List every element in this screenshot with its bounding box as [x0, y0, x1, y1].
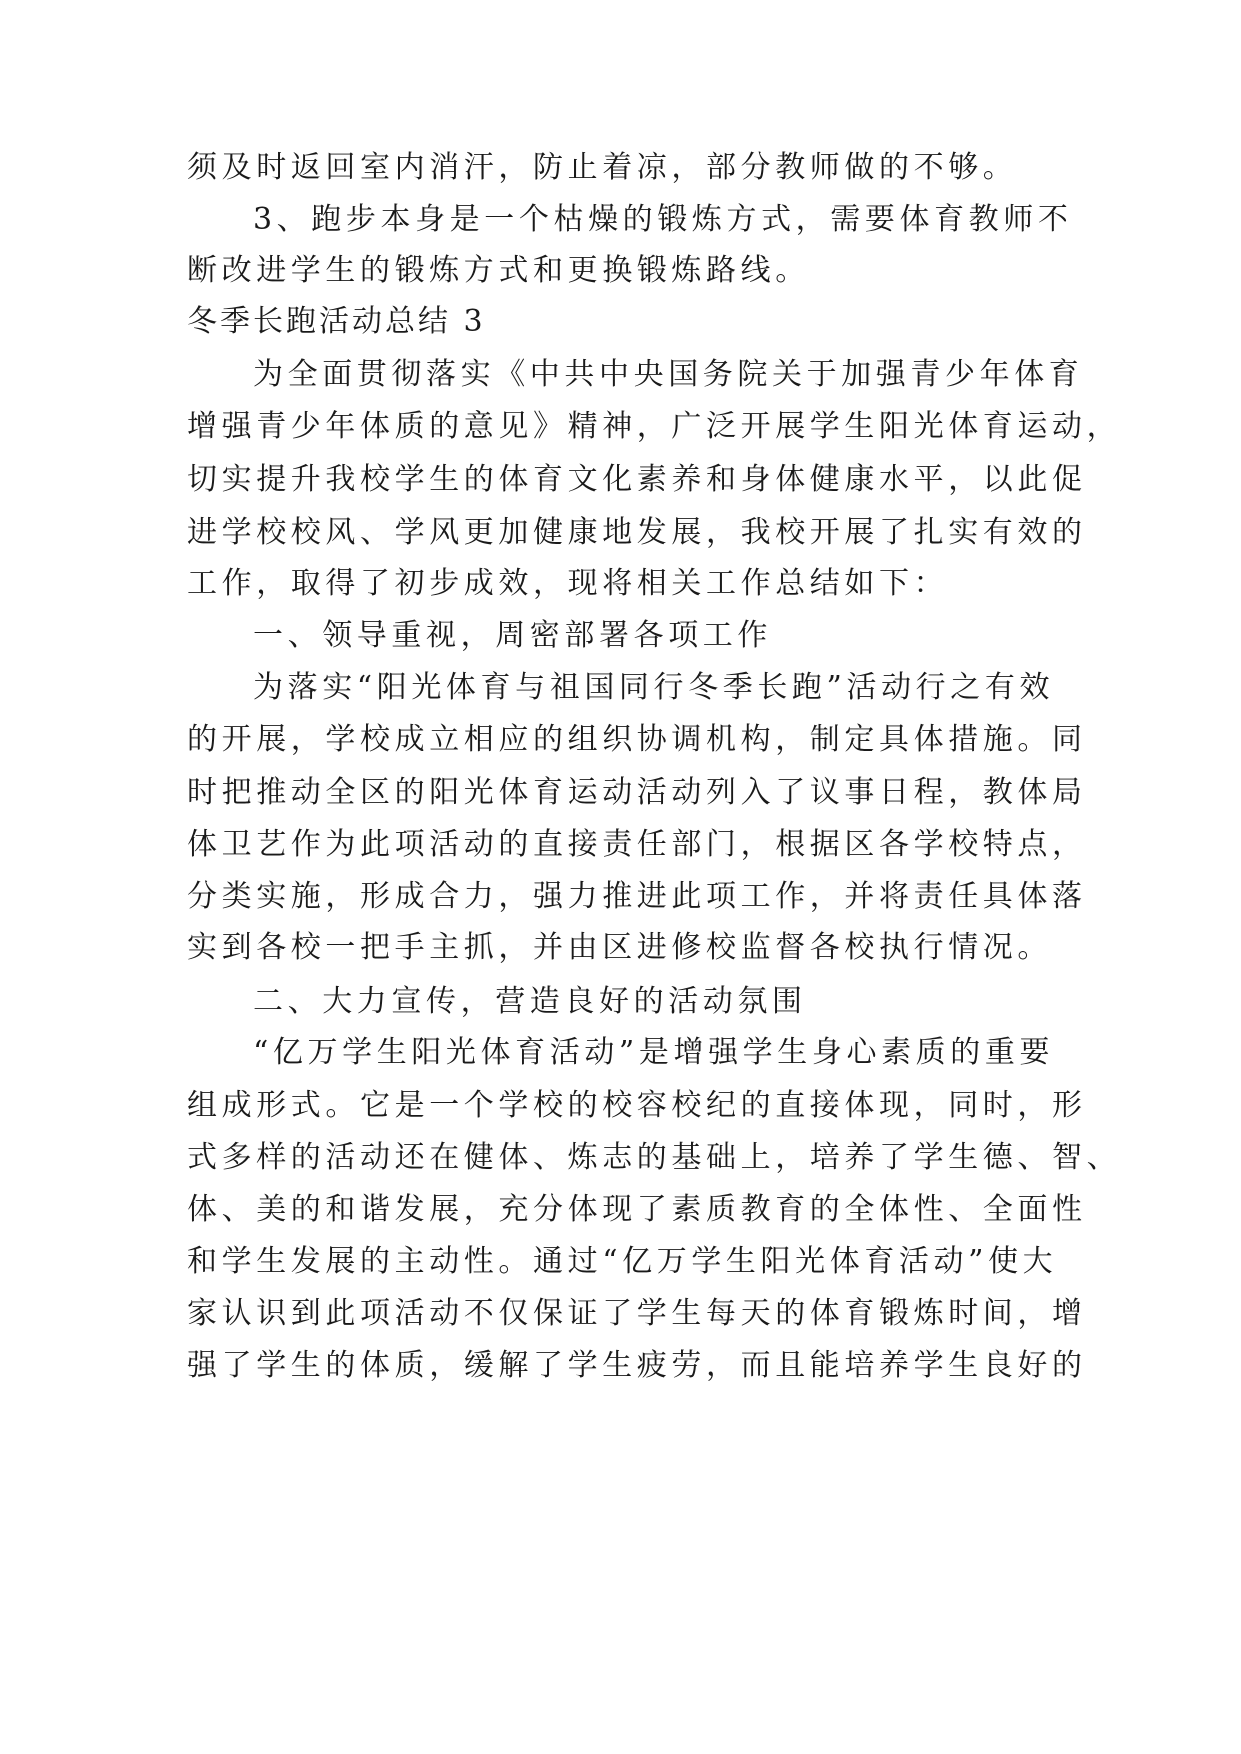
paragraph-line: 的开展，学校成立相应的组织协调机构，制定具体措施。同 — [187, 722, 1087, 757]
paragraph-line: 强了学生的体质，缓解了学生疲劳，而且能培养学生良好的 — [187, 1348, 1087, 1383]
paragraph-line: 为落实“阳光体育与祖国同行冬季长跑”活动行之有效 — [253, 670, 1055, 705]
paragraph-line: 须及时返回室内消汗，防止着凉，部分教师做的不够。 — [187, 150, 1018, 185]
paragraph-line: 和学生发展的主动性。通过“亿万学生阳光体育活动”使大 — [187, 1244, 1058, 1279]
paragraph-line: 式多样的活动还在健体、炼志的基础上，培养了学生德、智、 — [187, 1140, 1122, 1175]
paragraph-line: 实到各校一把手主抓，并由区进修校监督各校执行情况。 — [187, 930, 1052, 965]
paragraph-line: 进学校校风、学风更加健康地发展，我校开展了扎实有效的 — [187, 515, 1087, 550]
paragraph-line: 时把推动全区的阳光体育运动活动列入了议事日程，教体局 — [187, 775, 1087, 810]
paragraph-line: 3、跑步本身是一个枯燥的锻炼方式，需要体育教师不 — [253, 202, 1073, 237]
paragraph-line: 体卫艺作为此项活动的直接责任部门，根据区各学校特点， — [187, 827, 1087, 862]
paragraph-line: 家认识到此项活动不仅保证了学生每天的体育锻炼时间，增 — [187, 1296, 1087, 1331]
subheading: 一、领导重视，周密部署各项工作 — [253, 618, 772, 653]
paragraph-line: 体、美的和谐发展，充分体现了素质教育的全体性、全面性 — [187, 1192, 1087, 1227]
paragraph-line: 组成形式。它是一个学校的校容校纪的直接体现，同时，形 — [187, 1088, 1087, 1123]
paragraph-line: 切实提升我校学生的体育文化素养和身体健康水平，以此促 — [187, 462, 1087, 497]
paragraph-line: 工作，取得了初步成效，现将相关工作总结如下： — [187, 566, 949, 601]
subheading: 二、大力宣传，营造良好的活动氛围 — [253, 984, 807, 1019]
paragraph-line: 分类实施，形成合力，强力推进此项工作，并将责任具体落 — [187, 879, 1087, 914]
paragraph-line: “亿万学生阳光体育活动”是增强学生身心素质的重要 — [253, 1035, 1055, 1070]
section-title: 冬季长跑活动总结 3 — [187, 304, 486, 339]
paragraph-line: 断改进学生的锻炼方式和更换锻炼路线。 — [187, 253, 810, 288]
paragraph-line: 增强青少年体质的意见》精神，广泛开展学生阳光体育运动， — [187, 409, 1122, 444]
paragraph-line: 为全面贯彻落实《中共中央国务院关于加强青少年体育 — [253, 357, 1084, 392]
